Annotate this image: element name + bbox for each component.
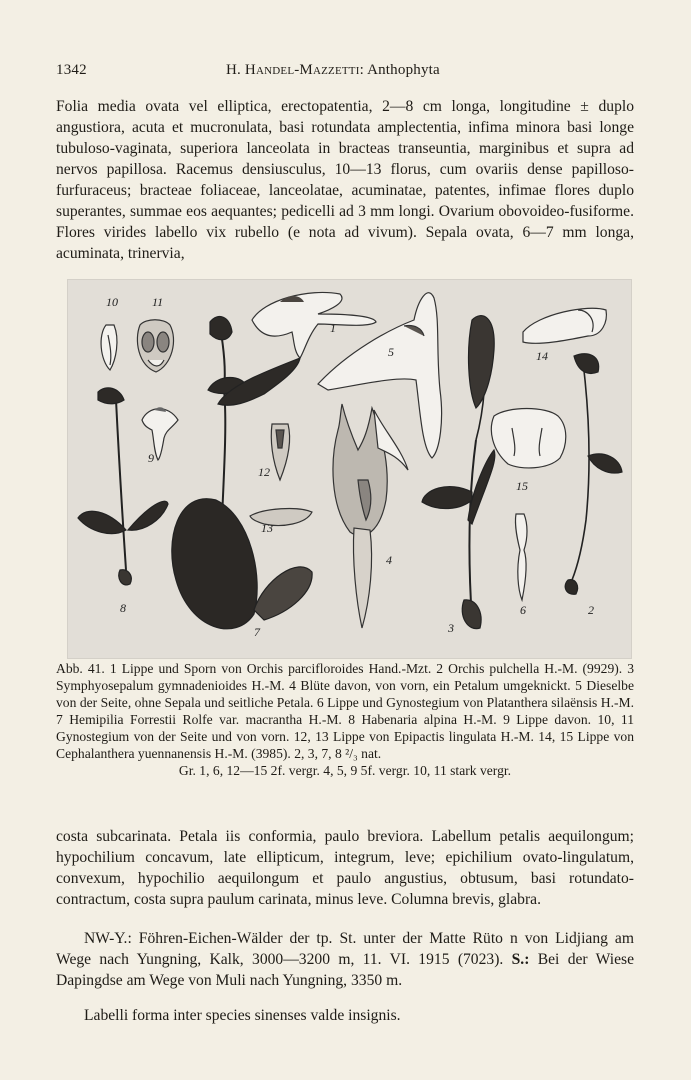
description-paragraph-2: costa subcarinata. Petala iis conformia, paulo breviora. Labellum petalis aequilongum; hypochilium concavum, late ellipticum, integrum, leve; epichilium ovato-lingulatum, convexum, hypochilio aequilongum et paulo angustius, obtusum, basi rotundato-contractum, costa supra paulum carinata, minus leve. Columna brevis, glabra. xyxy=(56,828,634,908)
figure-label-5: 5 xyxy=(388,345,394,359)
figure-label-3: 3 xyxy=(448,621,454,635)
figure-label-4: 4 xyxy=(386,553,392,567)
figure-label-2: 2 xyxy=(588,603,594,617)
figure-label-1: 1 xyxy=(330,321,336,335)
caption-text: Abb. 41. 1 Lippe und Sporn von Orchis parcifloroides Hand.-Mzt. 2 Orchis pulchella H.-M. (9929). 3 Symphyosepalum gymnadenioides H.-M. 4 Blüte davon, von vorn, ein Petalum umgeknickt. 5 Dieselbe von der Seite, ohne Sepala und seitliche Petala. 6 Lippe und Gynostegium von Platanthera silaënsis H.-M. 7 Hemipilia Forrestii Rolfe var. macrantha H.-M. 8 Habenaria alpina H.-M. 9 Lippe davon. 10, 11 Gynostegium von der Seite und von vorn. 12, 13 Lippe von Epipactis lingulata H.-M. 14, 15 Lippe von Cephalanthera yuennanensis H.-M. (3985). 2, 3, 7, 8 ²/₃ nat. xyxy=(56,661,634,761)
figure-label-12: 12 xyxy=(258,465,270,479)
caption-last-line: Gr. 1, 6, 12—15 2f. vergr. 4, 5, 9 5f. vergr. 10, 11 stark vergr. xyxy=(178,763,512,778)
figure-label-6: 6 xyxy=(520,603,526,617)
locality-text-2: Bei der Wiese Dapingdse am Wege von Muli nach Yungning, 3350 m. xyxy=(56,951,634,989)
page-number: 1342 xyxy=(56,62,87,78)
running-title-author: H. Handel-Mazzetti: xyxy=(226,62,364,78)
running-title xyxy=(226,62,440,79)
figure-caption xyxy=(56,660,634,779)
description-paragraph-1: Folia media ovata vel elliptica, erectopatentia, 2—8 cm longa, longitudine ± duplo angustiora, acuta et mucronulata, basi rotundata amplectentia, infima minora basi longe tubuloso-vaginata, superiora lanceolata in bracteas transeuntia, marginibus et supra ad nervos papillosa. Racemus densiusculus, 10—13 florus, cum ovariis dense papilloso-furfuraceus; bracteae foliaceae, lanceolatae, acuminatae, patentes, infimae flores duplo superantes, summae eos aequantes; pedicelli ad 3 mm longi. Ovarium obovoideo-fusiforme. Flores virides labello vix rubello (e nota ad vivum). Sepala ovata, 6—7 mm longa, acuminata, trinervia, xyxy=(56,98,634,262)
running-title-subject: Anthophyta xyxy=(367,62,440,78)
locality-text-1: Föhren-Eichen-Wälder der tp. St. unter der Matte Rüto n von Lidjiang am Wege nach Yungning, Kalk, 3000—3200 m, 11. VI. 1915 (7023). xyxy=(56,930,634,968)
figure-label-13: 13 xyxy=(261,521,273,535)
locality-paragraph xyxy=(56,928,634,991)
region-nw-y: NW-Y.: xyxy=(84,930,132,947)
orchid-illustrations xyxy=(68,280,631,658)
remark-paragraph xyxy=(56,1005,634,1026)
figure-label-15: 15 xyxy=(516,479,528,493)
figure-label-14: 14 xyxy=(536,349,548,363)
figure-label-10: 10 xyxy=(106,295,118,309)
figure-plate xyxy=(67,279,632,659)
figure-label-8: 8 xyxy=(120,601,126,615)
figure-label-11: 11 xyxy=(152,295,164,309)
drawing-15 xyxy=(491,409,565,468)
remark-text: Labelli forma inter species sinenses valde insignis. xyxy=(84,1007,401,1024)
region-s: S.: xyxy=(511,951,530,968)
figure-label-7: 7 xyxy=(254,625,260,639)
figure-label-9: 9 xyxy=(148,451,154,465)
